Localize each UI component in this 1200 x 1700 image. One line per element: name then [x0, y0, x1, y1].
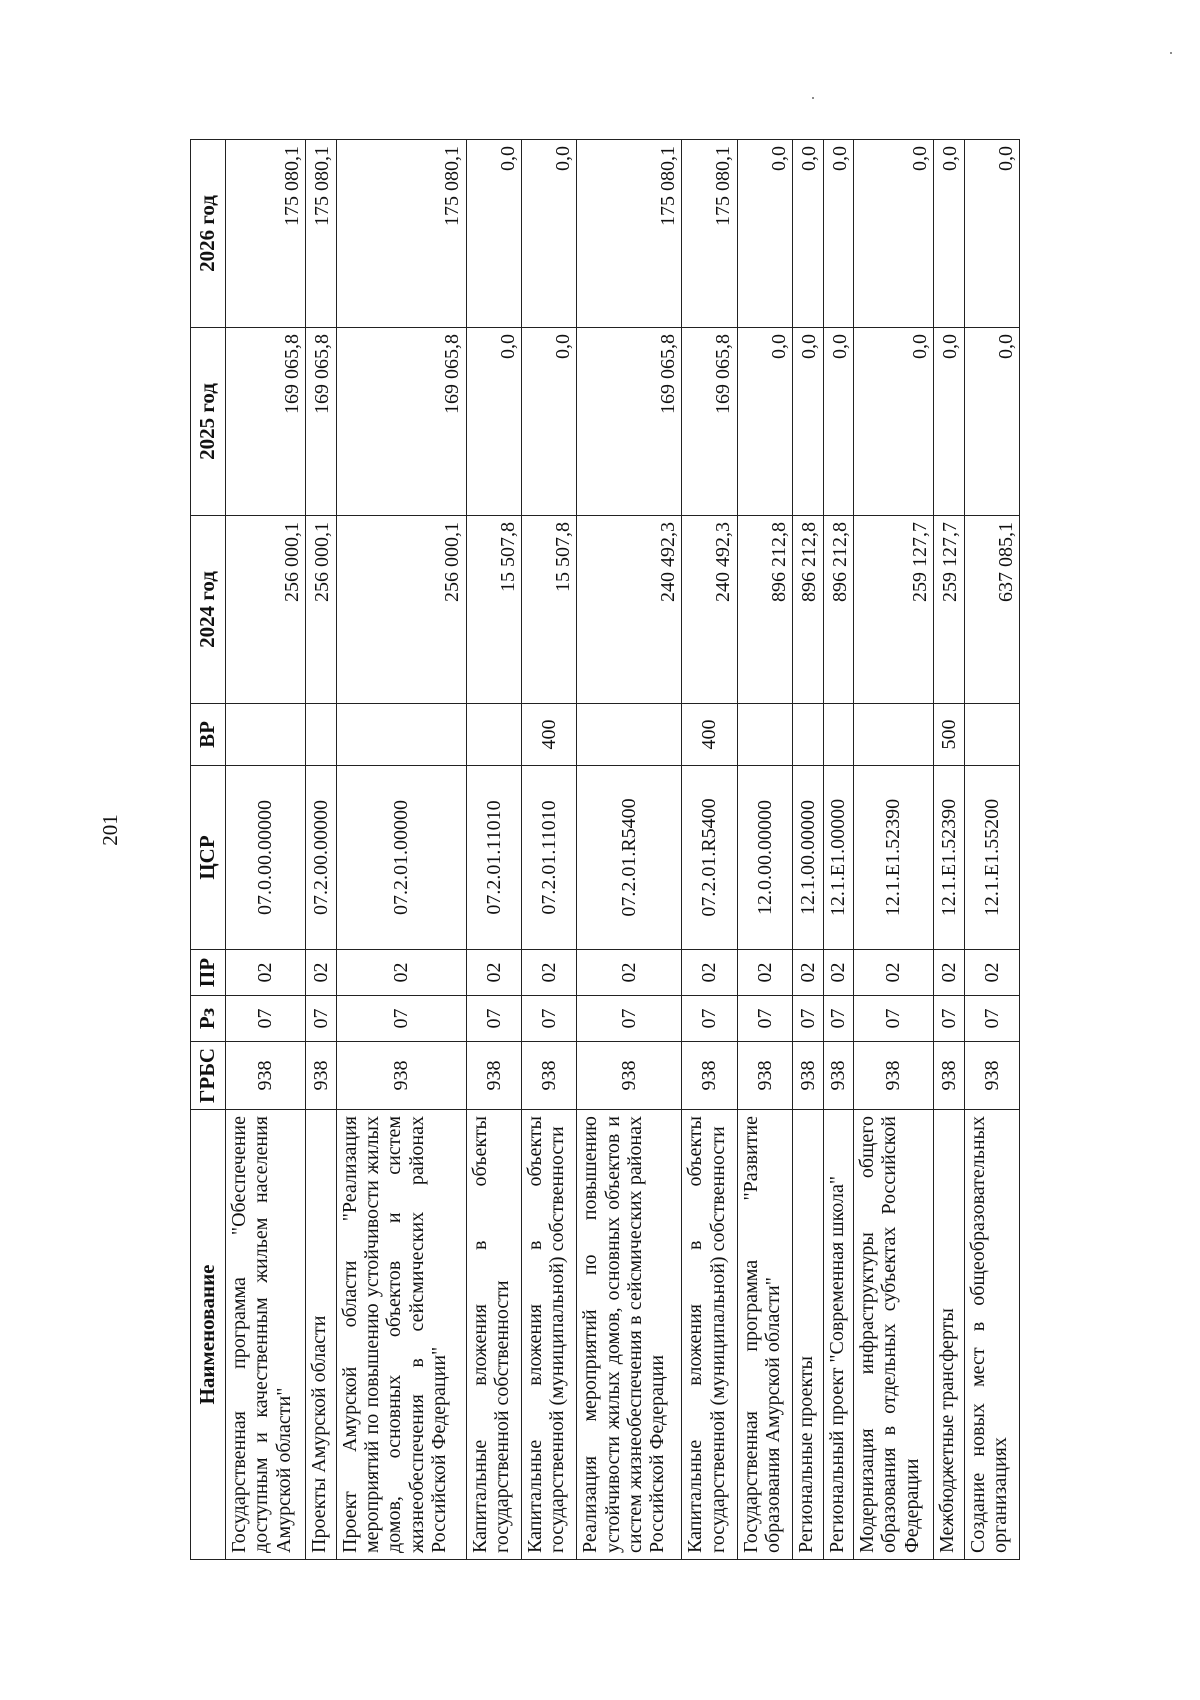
budget-table	[190, 139, 1020, 1560]
cell-2025: 0,0	[823, 328, 853, 516]
cell-rz: 07	[306, 996, 336, 1042]
cell-csr: 12.1.E1.55200	[964, 766, 1019, 950]
cell-rz: 07	[823, 996, 853, 1042]
cell-name: Проект Амурской области "Реализация мероприятий по повышению устойчивости жилых домов, основных объектов и систем жизнеобеспечения в сейсмических районах Российской Федерации"	[336, 1110, 466, 1560]
cell-vr	[336, 704, 466, 766]
cell-grbs: 938	[226, 1042, 306, 1110]
table-row	[964, 140, 1019, 1560]
cell-2024: 15 507,8	[466, 516, 521, 704]
table-row	[336, 140, 466, 1560]
cell-2024: 896 212,8	[737, 516, 792, 704]
scan-speck	[1170, 52, 1172, 54]
cell-2026: 0,0	[964, 140, 1019, 328]
cell-vr	[737, 704, 792, 766]
cell-grbs: 938	[823, 1042, 853, 1110]
table-row	[823, 140, 853, 1560]
cell-2025: 169 065,8	[336, 328, 466, 516]
cell-rz: 07	[466, 996, 521, 1042]
cell-rz: 07	[226, 996, 306, 1042]
cell-name: Региональный проект "Современная школа"	[823, 1110, 853, 1560]
cell-vr	[306, 704, 336, 766]
table-row	[853, 140, 933, 1560]
cell-2025: 0,0	[934, 328, 964, 516]
table-row	[521, 140, 576, 1560]
cell-2026: 175 080,1	[682, 140, 737, 328]
cell-rz: 07	[793, 996, 823, 1042]
table-row	[737, 140, 792, 1560]
cell-2025: 0,0	[853, 328, 933, 516]
cell-pr: 02	[306, 950, 336, 996]
cell-vr: 400	[682, 704, 737, 766]
cell-grbs: 938	[336, 1042, 466, 1110]
cell-grbs: 938	[466, 1042, 521, 1110]
cell-2026: 0,0	[521, 140, 576, 328]
cell-2025: 169 065,8	[682, 328, 737, 516]
cell-csr: 12.0.00.00000	[737, 766, 792, 950]
cell-2024: 896 212,8	[823, 516, 853, 704]
table-row	[466, 140, 521, 1560]
header-grbs: ГРБС	[191, 1042, 226, 1110]
cell-grbs: 938	[682, 1042, 737, 1110]
header-2026: 2026 год	[191, 140, 226, 328]
cell-name: Капитальные вложения в объекты государственной собственности	[466, 1110, 521, 1560]
table-header-row	[191, 140, 226, 1560]
cell-2024: 256 000,1	[226, 516, 306, 704]
cell-name: Создание новых мест в общеобразовательных организациях	[964, 1110, 1019, 1560]
header-vr: ВР	[191, 704, 226, 766]
cell-2025: 169 065,8	[577, 328, 682, 516]
cell-rz: 07	[336, 996, 466, 1042]
cell-rz: 07	[737, 996, 792, 1042]
cell-vr: 400	[521, 704, 576, 766]
cell-2025: 0,0	[964, 328, 1019, 516]
cell-name: Модернизация инфраструктуры общего образования в отдельных субъектах Российской Федерации	[853, 1110, 933, 1560]
cell-rz: 07	[682, 996, 737, 1042]
cell-csr: 07.2.01.R5400	[682, 766, 737, 950]
cell-2026: 175 080,1	[226, 140, 306, 328]
table-body	[226, 140, 1020, 1560]
cell-pr: 02	[964, 950, 1019, 996]
cell-2024: 259 127,7	[853, 516, 933, 704]
header-name: Наименование	[191, 1110, 226, 1560]
rotated-table-container	[190, 140, 1020, 1560]
cell-2025: 0,0	[466, 328, 521, 516]
table-row	[306, 140, 336, 1560]
cell-rz: 07	[577, 996, 682, 1042]
cell-2026: 175 080,1	[577, 140, 682, 328]
header-csr: ЦСР	[191, 766, 226, 950]
header-pr: ПР	[191, 950, 226, 996]
cell-pr: 02	[823, 950, 853, 996]
cell-grbs: 938	[521, 1042, 576, 1110]
cell-vr	[226, 704, 306, 766]
cell-csr: 07.2.01.00000	[336, 766, 466, 950]
cell-pr: 02	[737, 950, 792, 996]
cell-pr: 02	[793, 950, 823, 996]
cell-csr: 12.1.E1.52390	[853, 766, 933, 950]
cell-2024: 15 507,8	[521, 516, 576, 704]
cell-2025: 169 065,8	[226, 328, 306, 516]
cell-grbs: 938	[737, 1042, 792, 1110]
cell-vr	[466, 704, 521, 766]
cell-2024: 240 492,3	[577, 516, 682, 704]
cell-name: Проекты Амурской области	[306, 1110, 336, 1560]
cell-2025: 0,0	[793, 328, 823, 516]
cell-name: Региональные проекты	[793, 1110, 823, 1560]
cell-2024: 637 085,1	[964, 516, 1019, 704]
cell-vr	[793, 704, 823, 766]
cell-grbs: 938	[853, 1042, 933, 1110]
cell-csr: 12.1.E1.00000	[823, 766, 853, 950]
cell-grbs: 938	[306, 1042, 336, 1110]
cell-2024: 240 492,3	[682, 516, 737, 704]
cell-pr: 02	[521, 950, 576, 996]
cell-name: Капитальные вложения в объекты государственной (муниципальной) собственности	[521, 1110, 576, 1560]
header-rz: Рз	[191, 996, 226, 1042]
scan-speck	[812, 97, 814, 99]
cell-grbs: 938	[964, 1042, 1019, 1110]
table-row	[793, 140, 823, 1560]
cell-name: Капитальные вложения в объекты государственной (муниципальной) собственности	[682, 1110, 737, 1560]
cell-2026: 175 080,1	[306, 140, 336, 328]
cell-name: Государственная программа "Развитие образования Амурской области"	[737, 1110, 792, 1560]
header-2025: 2025 год	[191, 328, 226, 516]
cell-pr: 02	[934, 950, 964, 996]
cell-rz: 07	[964, 996, 1019, 1042]
cell-rz: 07	[521, 996, 576, 1042]
cell-name: Государственная программа "Обеспечение доступным и качественным жильем населения Амурской области"	[226, 1110, 306, 1560]
cell-name: Реализация мероприятий по повышению устойчивости жилых домов, основных объектов и систем жизнеобеспечения в сейсмических районах Российской Федерации	[577, 1110, 682, 1560]
cell-2024: 256 000,1	[306, 516, 336, 704]
cell-2026: 0,0	[793, 140, 823, 328]
cell-csr: 07.2.01.11010	[466, 766, 521, 950]
cell-2026: 175 080,1	[336, 140, 466, 328]
cell-name: Межбюджетные трансферты	[934, 1110, 964, 1560]
cell-csr: 07.2.00.00000	[306, 766, 336, 950]
table-row	[934, 140, 964, 1560]
cell-pr: 02	[577, 950, 682, 996]
cell-csr: 12.1.00.00000	[793, 766, 823, 950]
cell-vr	[964, 704, 1019, 766]
cell-pr: 02	[336, 950, 466, 996]
cell-rz: 07	[934, 996, 964, 1042]
cell-vr	[823, 704, 853, 766]
header-2024: 2024 год	[191, 516, 226, 704]
table-row	[682, 140, 737, 1560]
cell-csr: 07.0.00.00000	[226, 766, 306, 950]
cell-vr: 500	[934, 704, 964, 766]
cell-vr	[577, 704, 682, 766]
cell-pr: 02	[466, 950, 521, 996]
cell-2024: 259 127,7	[934, 516, 964, 704]
cell-2025: 0,0	[521, 328, 576, 516]
cell-vr	[853, 704, 933, 766]
cell-2025: 169 065,8	[306, 328, 336, 516]
cell-grbs: 938	[934, 1042, 964, 1110]
cell-2025: 0,0	[737, 328, 792, 516]
cell-2024: 256 000,1	[336, 516, 466, 704]
cell-2024: 896 212,8	[793, 516, 823, 704]
cell-csr: 07.2.01.R5400	[577, 766, 682, 950]
cell-2026: 0,0	[737, 140, 792, 328]
cell-csr: 12.1.E1.52390	[934, 766, 964, 950]
cell-grbs: 938	[577, 1042, 682, 1110]
cell-2026: 0,0	[934, 140, 964, 328]
cell-2026: 0,0	[853, 140, 933, 328]
cell-2026: 0,0	[466, 140, 521, 328]
page-number: 201	[98, 814, 122, 846]
cell-csr: 07.2.01.11010	[521, 766, 576, 950]
cell-pr: 02	[853, 950, 933, 996]
table-row	[226, 140, 306, 1560]
cell-grbs: 938	[793, 1042, 823, 1110]
cell-2026: 0,0	[823, 140, 853, 328]
cell-pr: 02	[682, 950, 737, 996]
cell-rz: 07	[853, 996, 933, 1042]
cell-pr: 02	[226, 950, 306, 996]
table-row	[577, 140, 682, 1560]
